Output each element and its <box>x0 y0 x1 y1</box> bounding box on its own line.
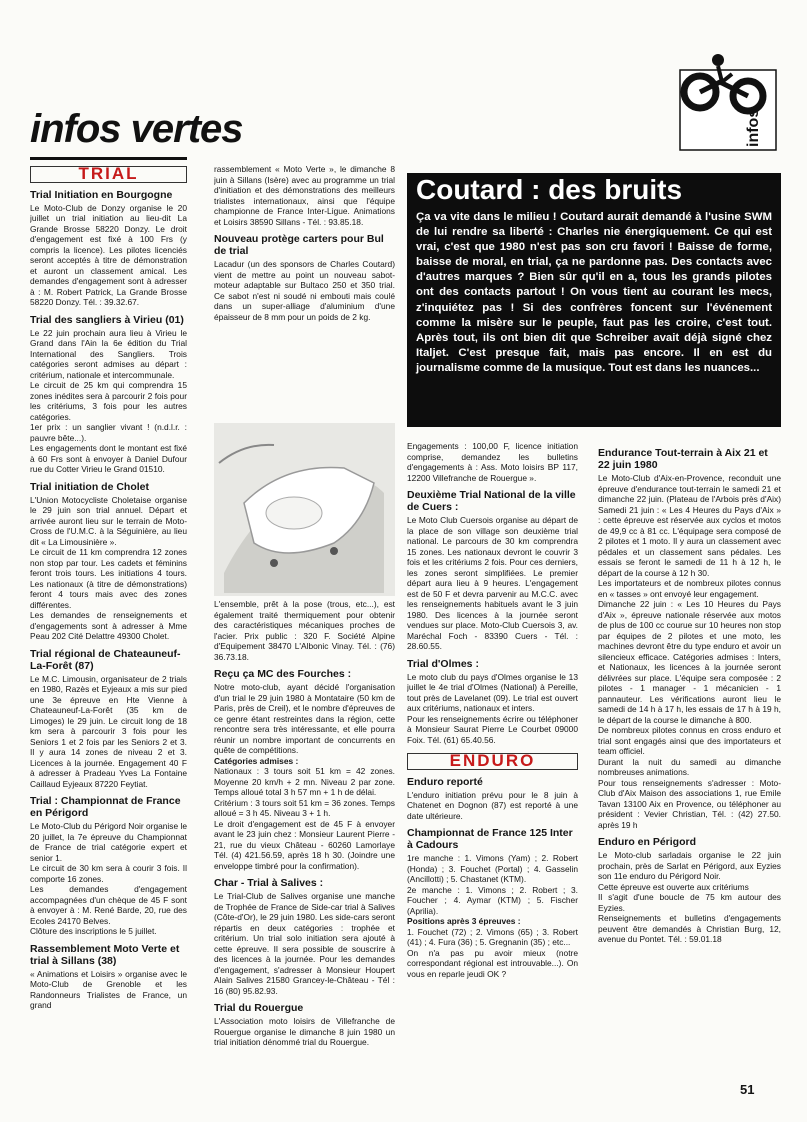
article-title: Trial du Rouergue <box>214 1002 304 1014</box>
article-body: L'ensemble, prêt à la pose (trous, etc...), est également traité thermiquement pour obtenir des caractéristiques mécaniques proches de l'acier. Prix public : 320 F. Société Alpine d'Equipement 38470 L'Albonic Vinay. Tél. : (76) 36.73.18. <box>214 599 395 662</box>
feature-text: Ça va vite dans le milieu ! Coutard aurait demandé à l'usine SWM de lui rendre sa liberté : Charles nie énergiquement. Ce qui est vrai, c'est que 1980 n'est pas son cru favori ! Baisse de forme, baisse de moral, en trial, ça ne pardonne pas. Des contacts avec d'autres marques ? Bien sûr qu'il en a, tous les grands pilotes ont des contacts partout ! On vous tient au courant les mecs, z'inquiétez pas ! Si des confrères foncent sur l'événement comme la misère sur le peuple, faut pas les croire, c'est tout. Après tout, ils ont bien dit que Schreiber avait déjà signé chez Italjet. C'est presque fait, mais pas encore. Il en est du journalisme comme de la musique. Tout est dans les nuances... <box>416 211 772 374</box>
article-body: Le circuit de 25 km qui comprendra 15 zones inédites sera à parcourir 2 fois pour les critériums, 3 fois pour les autres catégories. <box>30 380 187 422</box>
trial-rider-logo-icon <box>660 52 778 152</box>
page-title: infos vertes <box>30 107 243 151</box>
article-body: On n'a pas pu avoir mieux (notre correspondant régional est introuvable...). On vous en reparle jeudi OK ? <box>407 947 578 979</box>
logo-label: infos <box>745 108 762 147</box>
column-4 <box>598 441 781 1081</box>
article-body: Le Moto Club Cuersois organise au départ de la place de son village son deuxième trial national. Le parcours de 30 km comprendra 15 zones. Les nationaux devront le couvrir 3 fois et les critériums 2 fois. Pour ces derniers, les zones seront simplifiées. Le premier départ aura lieu à 9 heures. L'engagement est de 50 F et devra parvenir au M.C.C. avec les renseignements habituels avant le 3 juin 1980. Des licences à la journée seront vendues sur place. Moto-Club Cuersois 3, av. Maréchal Foch - 83390 Cuers - Tél. : 28.60.55. <box>407 515 578 651</box>
article-title: Trial : Championnat de France en Périgord <box>30 795 181 819</box>
article-subhead: Positions après 3 épreuves : <box>407 916 521 926</box>
photo-skid-plate-icon <box>214 423 395 596</box>
article-body: Le Moto-club sarladais organise le 22 juin prochain, près de Sarlat en Périgord, aux Eyzies son 11e enduro du Périgord Noir. <box>598 850 781 881</box>
article-body: Durant la nuit du samedi au dimanche nombreuses animations. <box>598 756 781 777</box>
article-body: Le Trial-Club de Salives organise une manche de Trophée de France de Side-car trial à Salives (Côte-d'Or), le 29 juin 1980. Les side-cars seront répartis en deux catégories : trophée et critérium. Un trial solo initiation sera ajouté à cette épreuve. Il sera possible de souscrire à des licences à la journée. Pour les demandes d'engagement, s'adresser à Monsieur Houpert Alain Salives 21580 Grancey-le-Château - Tél : 16 (80) 95.82.93. <box>214 891 395 996</box>
article-title: Rassemblement Moto Verte et trial à Sillans (38) <box>30 942 180 967</box>
article-body: Engagements : 100,00 F, licence initiation comprise, demandez les bulletins d'engagements à : Ass. Moto loisirs BP 117, 12200 Villefranche de Rouergue ». <box>407 441 578 483</box>
article-body: Critérium : 3 tours soit 51 km = 36 zones. Temps alloué = 3 h 45. Niveau 3 + 1 h. <box>214 797 395 818</box>
article-body: L'Association moto loisirs de Villefranche de Rouergue organise le dimanche 8 juin 1980 un trial initiation dénommé trial du Rouergue. <box>214 1016 395 1047</box>
article-body: Le circuit de 11 km comprendra 12 zones non stop par tour. Les cadets et féminins feront trois tours. Les initiations 4 tours. Les nationaux (à titre de démonstrations) feront 4 tours mais avec des zones différentes. <box>30 547 187 610</box>
article-body: Clôture des inscriptions le 5 juillet. <box>30 926 157 936</box>
article-title: Nouveau protège carters pour Bul de trial <box>214 233 384 257</box>
article-title: Endurance Tout-terrain à Aix 21 et 22 juin 1980 <box>598 447 768 471</box>
article-body: Le Moto-Club d'Aix-en-Provence, reconduit une épreuve d'endurance tout-terrain le samedi 21 et dimanche 22 juin. (Plateau de l'Arbois près d'Aix) Samedi 21 juin : « Les 4 Heures du Pays d'Aix » : cette épreuve est réservée aux cyclos et motos de 49,9 cc à 81 cc. L'équipage sera composé de 2 pilotes et 1 moto. Il y aura un classement avec pédales et un classement sans pédales. Les essais se feront le samedi de 11 h à 12 h, le départ de la course à 12 h 30. <box>598 473 781 578</box>
article-body: L'enduro initiation prévu pour le 8 juin à Chatenet en Dognon (87) est reporté à une date ultérieure. <box>407 789 578 821</box>
article-body: Les importateurs et de nombreux pilotes connus en « tasses » ont envoyé leur engagement. <box>598 578 781 599</box>
article-title: Trial initiation de Cholet <box>30 480 150 493</box>
article-body: 2e manche : 1. Vimons ; 2. Robert ; 3. Foucher ; 4. Aymar (KTM) ; 5. Fischer (Aprilia). <box>407 884 578 916</box>
article-body: De nombreux pilotes connus en cross enduro et trial sont engagés ainsi que des importateurs et team officiel. <box>598 725 781 756</box>
article-body: Notre moto-club, ayant décidé l'organisation d'un trial le 29 juin 1980 à Montataire (50 km de Paris, près de Creil), et le nombre d'épreuves de ce genre étant restreintes dans la région, cette rencontre sera très intéressante, et elle pourra réunir un nombre important de concurrents en quête de compétitions. <box>214 682 395 755</box>
article-title: Trial Initiation en Bourgogne <box>30 188 173 201</box>
section-trial: TRIAL <box>30 166 187 183</box>
article-body: « Animations et Loisirs » organise avec le Moto-Club de Grenoble et les Randonneurs Trialistes de France, un grand <box>30 968 187 1010</box>
page-number: 51 <box>740 1082 755 1097</box>
article-body: 1. Fouchet (72) ; 2. Vimons (65) ; 3. Robert (41) ; 4. Fura (36) ; 5. Gregnanin (35) ; etc... <box>407 926 578 947</box>
article-body: Le moto club du pays d'Olmes organise le 13 juillet le 4e trial d'Olmes (National) à Pereille, tout près de Lavelanet (09). Le trial est ouvert aux critériums, nationaux et inters. <box>407 671 578 713</box>
article-body: L'Union Motocycliste Choletaise organise le 29 juin son trial annuel. Départ et arrivée auront lieu sur le terrain de Moto-Cross de l'U.M.C. à la Séguinière, au lieu dit « La Limousinière ». <box>30 494 187 547</box>
column-2-lower <box>214 599 395 1084</box>
article-title: Enduro reporté <box>407 775 483 788</box>
article-body: Le circuit de 30 km sera à courir 3 fois. Il comporte 16 zones. <box>30 863 187 884</box>
feature-title: Coutard : des bruits <box>416 174 683 205</box>
article-title: Trial régional de Chateauneuf-La-Forêt (87) <box>30 647 181 672</box>
article-body: Il s'agit d'une boucle de 75 km autour des Eyzies. <box>598 892 781 913</box>
article-body: 1re manche : 1. Vimons (Yam) ; 2. Robert (Honda) ; 3. Fouchet (Portal) ; 4. Gasselin (Ancillotti) ; 5. Chastanet (KTM). <box>407 853 578 884</box>
article-body: Le Moto-Club du Périgord Noir organise le 20 juillet, la 7e épreuve du Championnat de France de trial catégorie expert et senior 1. <box>30 821 187 863</box>
article-subhead: Catégories admises : <box>214 755 299 766</box>
article-title: Trial d'Olmes : <box>407 657 479 670</box>
article-body: Pour tous renseignements s'adresser : Moto-Club d'Aix Maison des associations 1, rue Emile Tavan 13100 Aix en Provence, ou téléphoner au président : Vevier Christian, Tél. : (42) 27.50. après 19 h <box>598 777 781 830</box>
article-title: Championnat de France 125 Inter à Cadours <box>407 827 573 851</box>
article-body: 1er prix : un sanglier vivant ! (n.d.l.r. : pauvre bête...). <box>30 422 187 443</box>
column-1 <box>30 164 187 1084</box>
article-body: Nationaux : 3 tours soit 51 km = 42 zones. Moyenne 20 km/h + 2 mn. Niveau 2 par zone. Temps alloué total 3 h 57 mn + 1 h de délai. <box>214 766 395 797</box>
article-body: Renseignements et bulletins d'engagements peuvent être demandés à Christian Burg, 12, avenue du Pontet. Tél. : 59.01.18 <box>598 913 781 944</box>
article-body: Les engagements dont le montant est fixé à 60 Frs sont à envoyer à Daniel Dufour rue du Cotter Virieu le Grand 01510. <box>30 443 187 474</box>
article-body: Pour les renseignements écrire ou téléphoner à Monsieur Saurat Pierre Le Courbet 09000 Foix. Tél. (61) 65.40.56. <box>407 713 578 745</box>
article-body: Le Moto-Club de Donzy organise le 20 juillet un trial initiation au lieu-dit La Grande Brosse 58220 Donzy. Le droit d'engagement est fixé à 100 Frs (y compris la licence). Les pilotes licenciés seront acceptés à titre de démonstration et auront un classement amical. Les demandes d'engagement sont à adresser à : M. Robert Patrick, La Grande Brosse 58220 Donzy. Tél. : 39.32.67. <box>30 202 187 307</box>
article-body: Le M.C. Limousin, organisateur de 2 trials en 1980, Razès et Eyjeaux a mis sur pied une 3e épreuve en Hte Vienne à Chateauneuf-La-Forêt (35 km de Limoges) le 29 juin. Le circuit long de 18 km sera à parcourir 3 fois pour les Seniors 1 et 2 fois par les Seniors 2 et 3. Il y aura 14 zones de niveau 2 et 3. Licences à la journée. Engagement 40 F à adresser à Pradeau Yves La Fontaine Caillaud Eyjeaux 87220 Feytiat. <box>30 673 187 789</box>
article-body: Le 22 juin prochain aura lieu à Virieu le Grand dans l'Ain la 6e édition du Trial International des Sangliers. Trois catégories seront admises au départ : critérium, nationale et intercommunale. <box>30 327 187 380</box>
article-title: Enduro en Périgord <box>598 836 697 848</box>
article-body: Les demandes de renseignements et d'engagements sont à adresser à Mme Peau 202 Cité Delattre 49300 Cholet. <box>30 610 187 641</box>
article-body: Cette épreuve est ouverte aux critériums <box>598 881 749 892</box>
article-title: Char - Trial à Salives : <box>214 877 324 889</box>
article-body: rassemblement « Moto Verte », le dimanche 8 juin à Sillans (Isère) avec au programme un trial d'initiation et des démonstrations des meilleurs trialistes internationaux, ainsi que l'équipe championne de France Inter-Ligue. Animations et Loisirs 38590 Sillans - Tél. : 93.85.18. <box>214 164 395 227</box>
article-title: Deuxième Trial National de la ville de Cuers : <box>407 489 576 513</box>
article-body: Lacadur (un des sponsors de Charles Coutard) vient de mettre au point un nouveau sabot-moteur adaptable sur Bultaco 250 et 350 trial. Ce sabot n'est ni soudé ni embouti mais coulé dans un super-alliage d'aluminium d'une épaisseur de 8 mm pour un poids de 2 kg. <box>214 259 395 322</box>
article-title: Trial des sangliers à Virieu (01) <box>30 313 184 326</box>
article-body: Le droit d'engagement est de 45 F à envoyer avant le 23 juin chez : Monsieur Laurent Pierre - 21, rue du vieux Château - 60260 Lamorlaye Tél. (4) 421.56.59, après 18 h 30. (Joindre une enveloppe timbré pour la confirmation). <box>214 818 395 871</box>
section-enduro: ENDURO <box>407 753 578 770</box>
column-2 <box>214 164 395 421</box>
article-body: Les demandes d'engagement accompagnées d'un chèque de 45 F sont à envoyer à : M. René Barde, 20, rue des Ecoles 24170 Belves. <box>30 884 187 926</box>
title-rule <box>30 157 187 160</box>
article-body: Dimanche 22 juin : « Les 10 Heures du Pays d'Aix », épreuve nationale réservée aux motos de plus de 100 cc courue sur 10 heures non stop par équipes de 2 pilotes et une moto, les machines devront être du type enduro et avoir un silencieux efficace. Catégories admises : Inters, et Nationaux, les licences à la journée seront délivrées sur place. L'équipe sera composée : 2 pilotes - 1 manager - 1 mécanicien - 1 pannauteur. Les vérifications auront lieu le samedi de 14 h à 17 h, les essais de 17 h à 19 h, le départ de la course le dimanche à 800. <box>598 599 781 725</box>
article-title: Reçu ça MC des Fourches : <box>214 668 352 680</box>
column-3 <box>407 441 578 1084</box>
